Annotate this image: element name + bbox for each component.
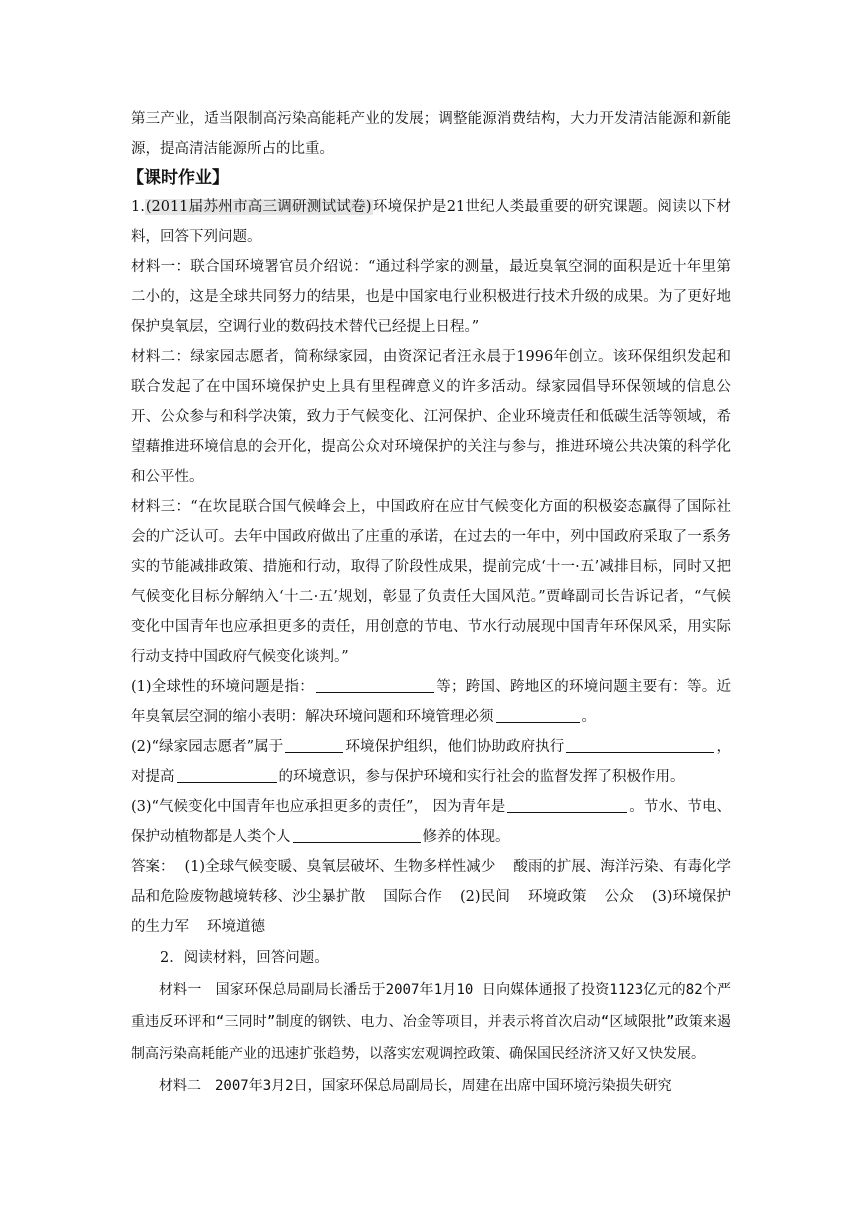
answer-part: (1)全球气候变暖、臭氧层破坏、生物多样性减少 — [184, 859, 496, 875]
q2-intro: 2．阅读材料，回答问题。 — [160, 950, 329, 966]
answer-blank[interactable] — [507, 797, 627, 813]
answer-blank[interactable] — [177, 767, 277, 783]
q1-sub-1-text-b: 等；跨国、跨地区的环境问题主要有： — [436, 679, 688, 695]
question-2 — [131, 942, 731, 1102]
q1-number: 1. — [131, 199, 145, 215]
q1-material-3: 材料三：“在坎昆联合国气候峰会上，中国政府在应甘气候变化方面的积极姿态赢得了国际社会的广泛认可。去年中国政府做出了庄重的承诺，在过去的一年中，列中国政府采取了一系务实的节能减排政策、措施和行动，取得了阶段性成果，提前完成‘十一·五’减排目标，同时又把气候变化目标分解纳入‘十二·五’规划，彰显了负责任大国风范。”贾峰副司长告诉记者，“气候变化中国青年也应承担更多的责任，用创意的节电、节水行动展现中国青年环保风采，用实际行动支持中国政府气候变化谈判。” — [131, 499, 731, 665]
answer-blank[interactable] — [285, 737, 343, 753]
answer-part: 国际合作 — [383, 889, 442, 905]
q1-sub-3 — [131, 792, 731, 852]
answer-part: 环境道德 — [207, 919, 265, 935]
q1-sub-2-text-b: 环境保护组织，他们协助政府执行 — [345, 739, 565, 755]
q1-sub-2 — [131, 732, 731, 792]
answer-blank[interactable] — [293, 827, 421, 843]
answer-label: 答案： — [131, 859, 175, 875]
q1-material-1: 材料一：联合国环境署官员介绍说：“通过科学家的测量，最近臭氧空洞的面积是近十年里第二小的，这是全球共同努力的结果，也是中国家电行业积极进行技术升级的成果。为了更好地保护臭氧层，空调行业的数码技术替代已经提上日程。” — [131, 259, 731, 335]
answer-blank[interactable] — [316, 677, 434, 693]
q2-material-2: 材料二 2007年3月2日，国家环保总局副局长，周建在出席中国环境污染损失研究 — [159, 1078, 672, 1094]
answer-blank[interactable] — [496, 707, 580, 723]
answer-part: (3)环境保护的生力军 — [131, 889, 732, 935]
answer-part: 环境政策 — [528, 889, 587, 905]
answer-part: 公众 — [604, 889, 634, 905]
q1-source: (2011届苏州市高三调研测试试卷) — [145, 199, 372, 215]
q1-sub-1-text-d: 。 — [581, 709, 596, 725]
q1-sub-1-text-c: 等。近年臭氧层空洞的缩小表明：解决环境问题和环境管理必须 — [131, 679, 732, 725]
page-content — [127, 104, 732, 1102]
q1-sub-3-text-a: (3)“气候变化中国青年也应承担更多的责任”， 因为青年是 — [131, 799, 506, 815]
q1-sub-3-text-c: 修养的体现。 — [422, 829, 510, 845]
q1-stem — [131, 192, 731, 252]
q1-sub-1-text-a: (1)全球性的环境问题是指： — [131, 679, 315, 695]
answer-part: (2)民间 — [460, 889, 510, 905]
q1-sub-1 — [131, 672, 731, 732]
answer-blank[interactable] — [566, 737, 714, 753]
q1-sub-2-text-e: 的环境意识，参与保护环境和实行社会的监督发挥了积极作用。 — [278, 769, 685, 785]
q1-sub-2-text-a: (2)“绿家园志愿者”属于 — [131, 739, 284, 755]
q1-stem-text: 环境保护是21世纪人类最重要的研究课题。阅读以下材料，回答下列问题。 — [131, 199, 732, 245]
q1-sub-3-text-b: 。节水、节电、保护动植物都是人类个人 — [131, 799, 731, 845]
q1-material-2: 材料二：绿家园志愿者，简称绿家园，由资深记者汪永晨于1996年创立。该环保组织发起和联合发起了在中国环境保护史上具有里程碑意义的许多活动。绿家园倡导环保领域的信息公开、公众参与和科学决策，致力于气候变化、江河保护、企业环境责任和低碳生活等领域，希望藉推进环境信息的会开化，提高公众对环境保护的关注与参与，推进环境公共决策的科学化和公平性。 — [131, 349, 731, 485]
q1-sub-2-text-c: ， — [716, 739, 732, 755]
lead-paragraph: 第三产业，适当限制高污染高能耗产业的发展；调整能源消费结构，大力开发清洁能源和新能源，提高清洁能源所占的比重。 — [131, 111, 731, 157]
answer-part: 酸雨的扩展、海洋污染、有毒化学品和危险废物越境转移、沙尘暴扩散 — [131, 859, 732, 905]
section-heading: 【课时作业】 — [127, 168, 229, 188]
q1-answer — [131, 852, 731, 942]
q1-sub-2-text-d: 对提高 — [131, 769, 175, 785]
q2-material-1: 材料一 国家环保总局副局长潘岳于2007年1月10 日向媒体通报了投资1123亿元的82个严重违反环评和“三同时”制度的钢铁、电力、冶金等项目，并表示将首次启动“区域限批”政策来遏制高污染高耗能产业的迅速扩张趋势，以落实宏观调控政策、确保国民经济济又好又快发展。 — [131, 982, 731, 1062]
